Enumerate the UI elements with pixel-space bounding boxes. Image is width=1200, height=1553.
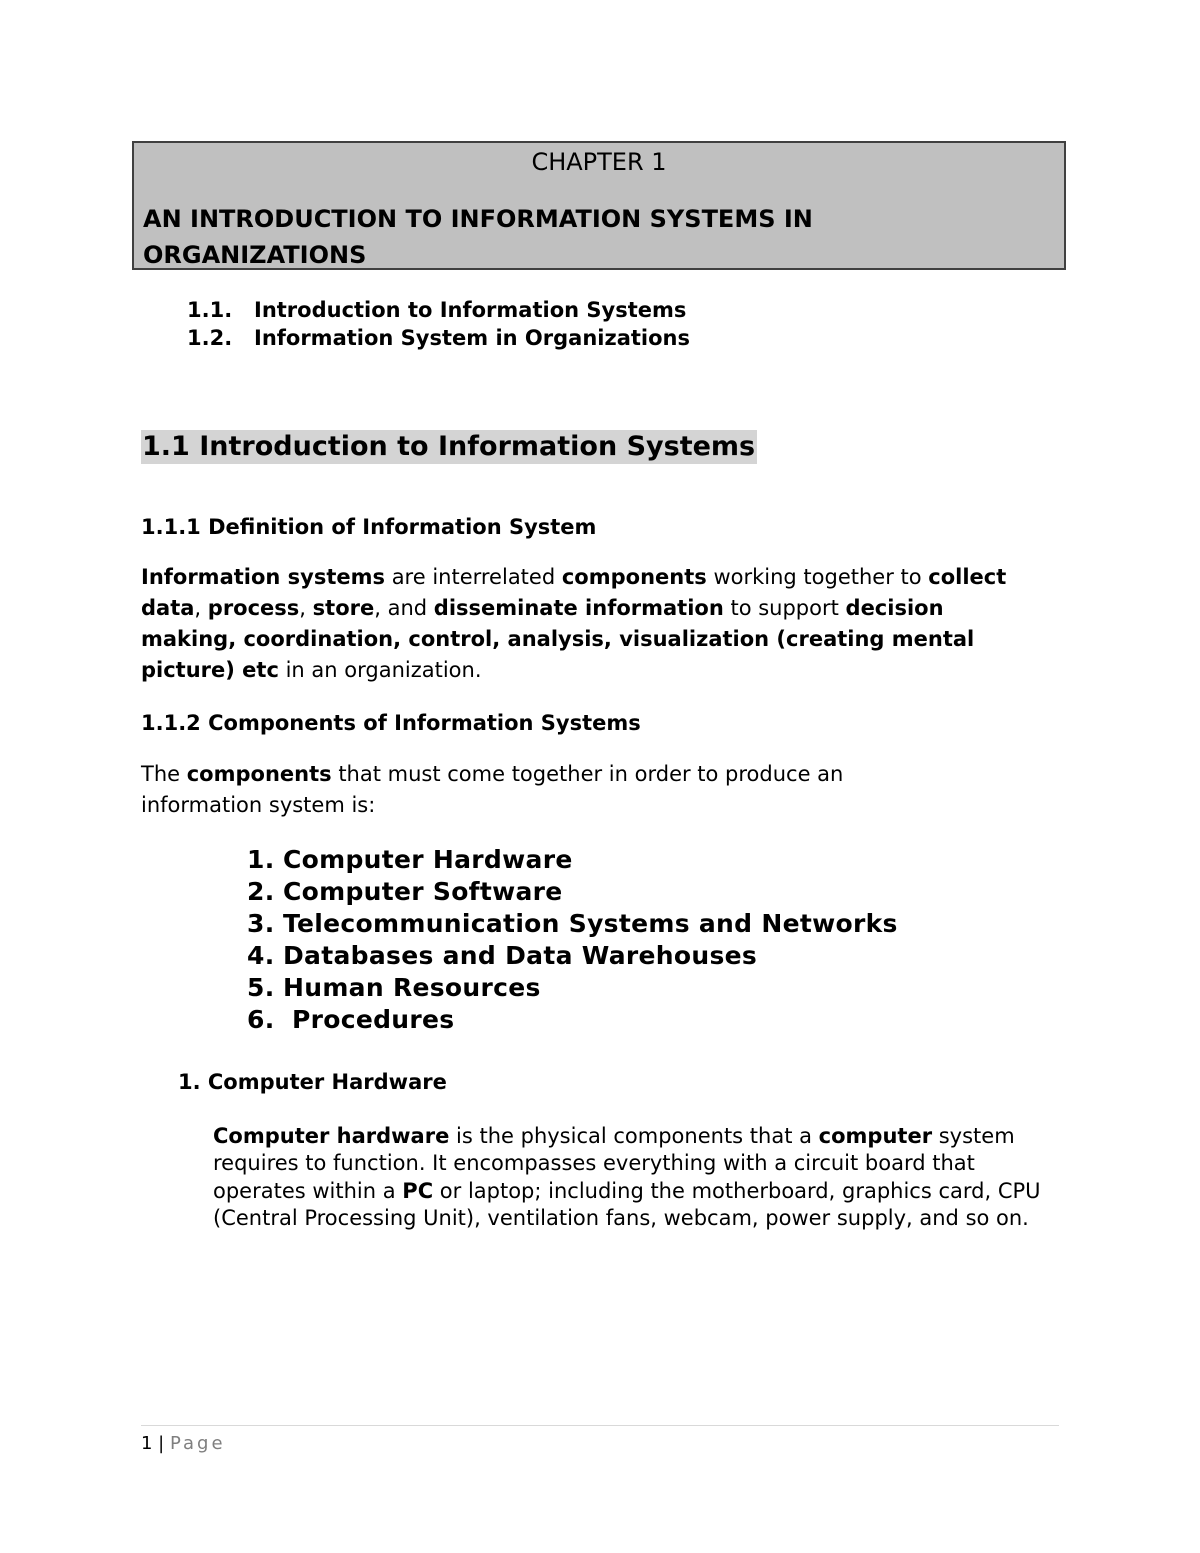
definition-text: , — [299, 596, 313, 620]
toc-item — [187, 296, 686, 324]
chapter-label: CHAPTER 1 — [531, 148, 667, 176]
component-number: 6. — [247, 1005, 275, 1034]
hardware-text: system requires to function. It encompasses everything with a circuit board that operates within a — [213, 1124, 1015, 1203]
definition-term: Information systems — [141, 565, 386, 589]
components-heading: 1.1.2 Components of Information Systems — [141, 711, 641, 735]
component-number: 2. — [247, 877, 275, 906]
component-list-item — [247, 972, 541, 1004]
components-intro-text: The — [141, 762, 187, 786]
page-word: Page — [169, 1433, 226, 1454]
component-list-item — [247, 876, 563, 908]
hardware-paragraph — [213, 1123, 1063, 1233]
component-list-item — [247, 844, 573, 876]
component-list-item — [247, 940, 757, 972]
definition-keyword: disseminate information — [433, 596, 724, 620]
component-label: Databases and Data Warehouses — [283, 941, 758, 970]
section-heading: 1.1 Introduction to Information Systems — [142, 431, 756, 462]
definition-heading: 1.1.1 Definition of Information System — [141, 515, 597, 539]
footer-separator: | — [152, 1433, 170, 1454]
chapter-title-box — [132, 141, 1066, 270]
components-intro-text: that must come together in order to produce an information system is: — [141, 762, 844, 817]
component-number: 3. — [247, 909, 275, 938]
definition-text: to support — [723, 596, 846, 620]
component-number: 1. — [247, 845, 275, 874]
definition-keyword: decision making, coordination, control, analysis, visualization (creating mental picture) etc — [141, 596, 975, 682]
definition-text: working together to — [706, 565, 929, 589]
component-label: Computer Software — [283, 877, 563, 906]
components-intro-keyword: components — [186, 762, 332, 786]
toc-item — [187, 324, 690, 352]
component-number: 4. — [247, 941, 275, 970]
component-label: Human Resources — [283, 973, 541, 1002]
toc-item-title: Information System in Organizations — [254, 326, 690, 350]
definition-keyword: process — [207, 596, 300, 620]
component-list-item — [247, 908, 898, 940]
toc-item-title: Introduction to Information Systems — [254, 298, 687, 322]
toc-item-number: 1.2. — [187, 326, 233, 350]
definition-keyword: store — [312, 596, 375, 620]
footer-divider — [141, 1425, 1059, 1426]
toc-item-number: 1.1. — [187, 298, 233, 322]
hardware-text: is the physical components that a — [449, 1124, 819, 1148]
page-footer — [141, 1432, 226, 1456]
definition-paragraph — [141, 562, 1041, 686]
definition-keyword: collect data — [141, 565, 1007, 620]
definition-text: are interrelated — [385, 565, 562, 589]
components-intro — [141, 759, 961, 821]
definition-text: , and — [374, 596, 434, 620]
component-label: Telecommunication Systems and Networks — [283, 909, 898, 938]
hardware-term: Computer hardware — [213, 1124, 450, 1148]
component-list-item — [247, 1004, 454, 1036]
hardware-keyword: PC — [402, 1178, 434, 1203]
hardware-heading: 1. Computer Hardware — [178, 1070, 447, 1094]
component-label: Computer Hardware — [283, 845, 573, 874]
component-number: 5. — [247, 973, 275, 1002]
hardware-text: or laptop; including the motherboard, graphics card, CPU (Central Processing Unit), ventilation fans, webcam, power supply, and so on. — [213, 1178, 1041, 1231]
definition-keyword: components — [561, 565, 707, 589]
page-number: 1 — [141, 1433, 153, 1454]
component-label: Procedures — [283, 1005, 455, 1034]
hardware-keyword: computer — [818, 1124, 933, 1148]
definition-text: , — [194, 596, 208, 620]
chapter-title: AN INTRODUCTION TO INFORMATION SYSTEMS IN ORGANIZATIONS — [143, 205, 813, 269]
definition-text: in an organization. — [278, 658, 482, 682]
